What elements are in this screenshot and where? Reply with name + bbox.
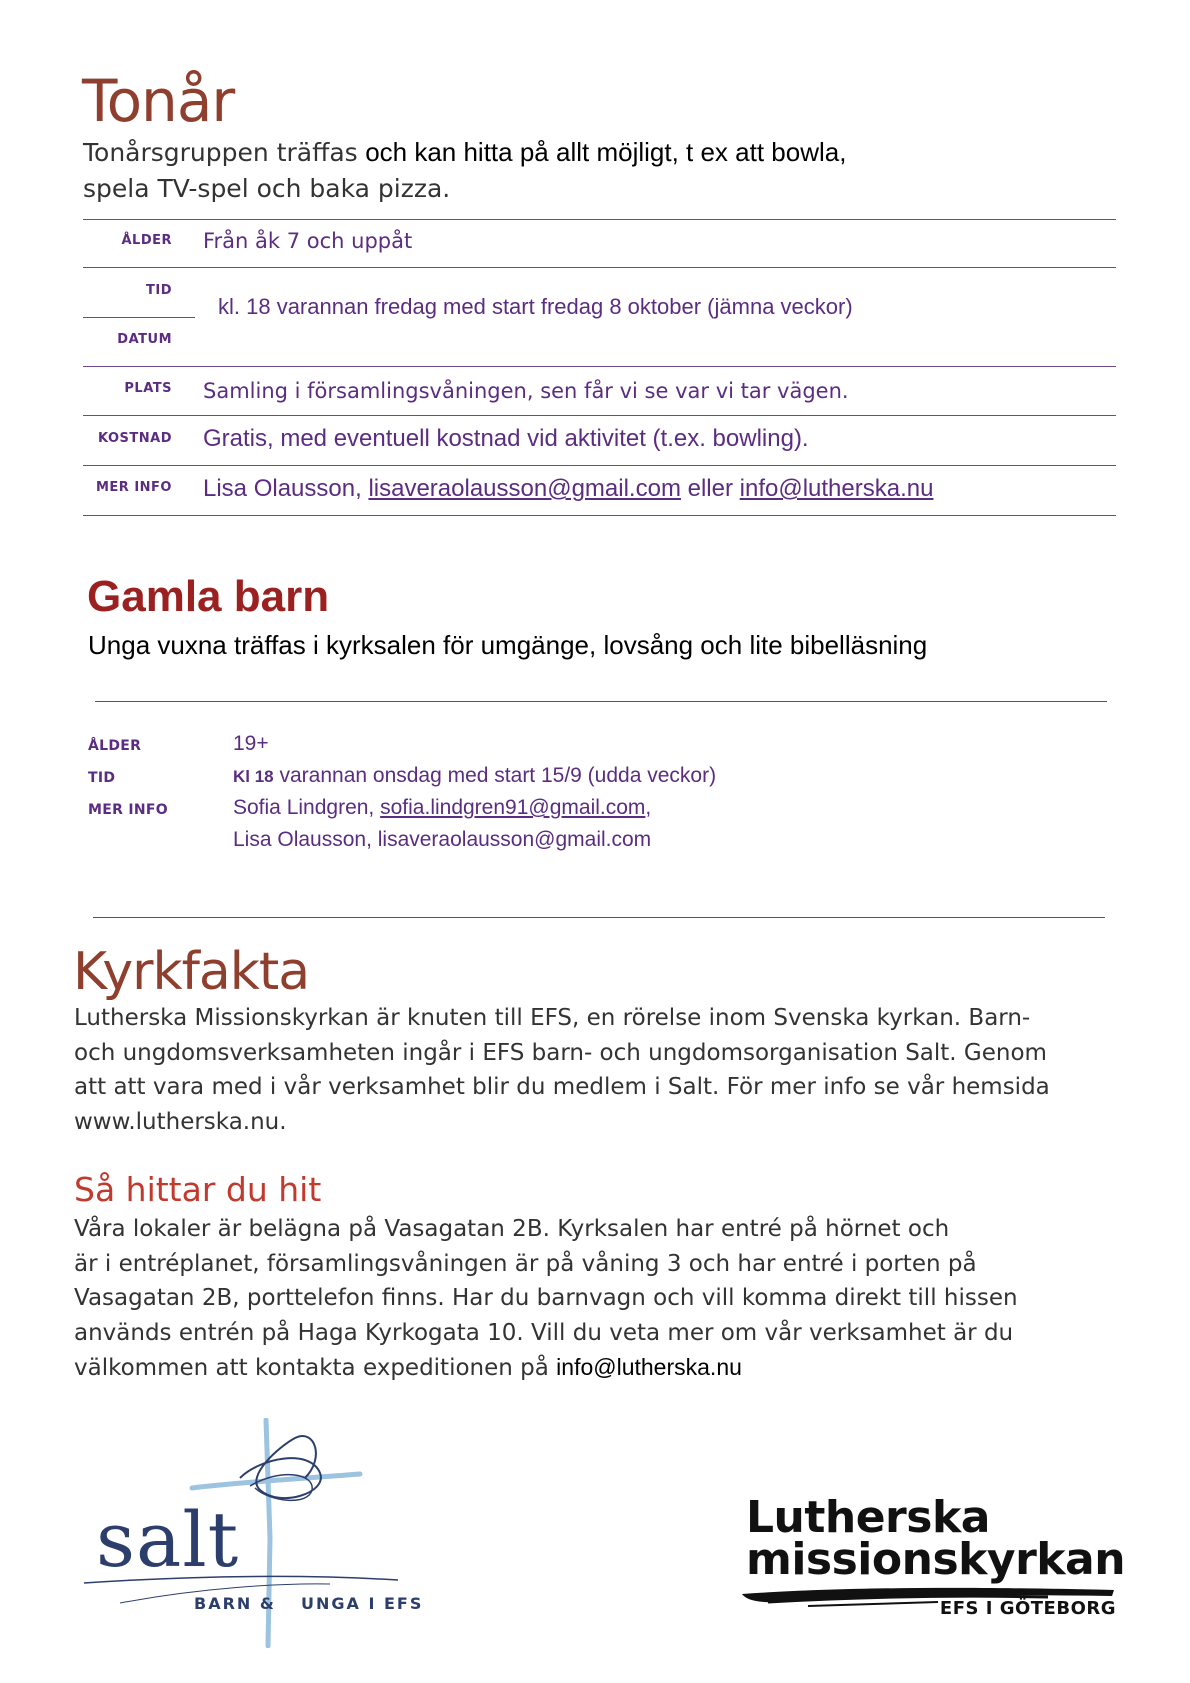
hitta-line-4: används entrén på Haga Kyrkogata 10. Vill du veta mer om vår verksamhet är du (74, 1319, 1014, 1346)
tonar-merinfo-or: eller (687, 475, 733, 502)
gamla-barn-intro: Unga vuxna träffas i kyrksalen för umgänge, lovsång och lite bibelläsning (88, 630, 928, 660)
lutherska-logo (738, 1492, 1126, 1624)
lutherska-logo-line2: missionskyrkan (746, 1534, 1126, 1585)
tonar-kostnad-value: Gratis, med eventuell kostnad vid aktivitet (t.ex. bowling). (203, 425, 809, 452)
kyrkfakta-line-2: och ungdomsverksamheten ingår i EFS barn- och ungdomsorganisation Salt. Genom (74, 1039, 1047, 1066)
gamla-barn-title: Gamla barn (87, 572, 330, 621)
salt-subtitle-b: UNGA I EFS (300, 1594, 424, 1613)
gamla-barn-merinfo-name: Sofia Lindgren, (233, 796, 375, 819)
salt-subtitle-a: BARN & (194, 1594, 276, 1613)
hitta-line-1: Våra lokaler är belägna på Vasagatan 2B. Kyrksalen har entré på hörnet och (74, 1216, 950, 1242)
gamla-barn-merinfo-label: MER INFO (88, 802, 168, 818)
gamla-barn-merinfo-comma: , (645, 796, 652, 819)
tonar-alder-value: Från åk 7 och uppåt (203, 229, 413, 253)
tonar-table-rule-top (83, 219, 1116, 220)
gamla-barn-alder-value: 19+ (233, 732, 269, 755)
hitta-line-3: Vasagatan 2B, porttelefon finns. Har du barnvagn och vill komma direkt till hissen (74, 1285, 1018, 1311)
kyrkfakta-body (74, 1001, 1050, 1139)
gamla-barn-rule-top (95, 701, 1107, 702)
salt-subtitle (194, 1594, 423, 1613)
tonar-datum-label: DATUM (117, 332, 172, 347)
gamla-barn-alder-label: ÅLDER (88, 738, 142, 754)
gamla-barn-merinfo-email-link[interactable]: sofia.lindgren91@gmail.com (380, 796, 646, 819)
gamla-barn-merinfo-line2: Lisa Olausson, lisaveraolausson@gmail.com (233, 828, 652, 851)
hitta-email[interactable]: info@lutherska.nu (556, 1354, 742, 1380)
tonar-intro-part-b: och kan hitta på allt möjligt, t ex att bowla, (365, 137, 847, 167)
kyrkfakta-line-3: att att vara med i vår verksamhet blir du medlem i Salt. För mer info se vår hemsida (74, 1074, 1050, 1100)
tonar-table-rule-4 (83, 465, 1116, 466)
tonar-intro-line2: spela TV-spel och baka pizza. (83, 174, 451, 203)
tonar-kostnad-label: KOSTNAD (97, 431, 172, 446)
tonar-merinfo-email-link[interactable]: lisaveraolausson@gmail.com (368, 475, 681, 502)
tonar-merinfo-name: Lisa Olausson, (203, 475, 362, 502)
hitta-line-5 (74, 1350, 1018, 1386)
tonar-intro-line1 (83, 134, 846, 171)
hitta-line-5-text: välkommen att kontakta expeditionen på (74, 1355, 549, 1381)
tonar-table-rule-bottom (83, 515, 1116, 516)
gamla-barn-tid-time: Kl 18 (233, 767, 274, 786)
kyrkfakta-line-4: www.lutherska.nu. (74, 1108, 287, 1135)
gamla-barn-tid-text: varannan onsdag med start 15/9 (udda veckor) (279, 764, 717, 787)
tonar-merinfo-info-link[interactable]: info@lutherska.nu (739, 475, 934, 502)
tonar-tid-label: TID (146, 283, 172, 298)
tonar-merinfo-label: MER INFO (95, 480, 172, 495)
salt-wordmark: salt (96, 1495, 240, 1584)
tonar-plats-value: Samling i församlingsvåningen, sen får vi se var vi tar vägen. (203, 379, 849, 403)
lutherska-logo-line1: Lutherska (746, 1492, 990, 1543)
tonar-table-rule-3 (83, 415, 1116, 416)
tonar-table-rule-1 (83, 267, 1116, 268)
tonar-plats-label: PLATS (124, 381, 172, 396)
tonar-alder-label: ÅLDER (121, 233, 172, 248)
kyrkfakta-title: Kyrkfakta (73, 942, 310, 1002)
tonar-table-rule-2 (83, 366, 1116, 367)
tonar-table-rule-tid (83, 317, 195, 318)
gamla-barn-tid-label: TID (88, 770, 116, 786)
kyrkfakta-line-1: Lutherska Missionskyrkan är knuten till EFS, en rörelse inom Svenska kyrkan. Barn- (74, 1005, 1031, 1031)
gamla-barn-tid-value (233, 764, 716, 788)
tonar-tid-datum-value: kl. 18 varannan fredag med start fredag 8 oktober (jämna veckor) (218, 294, 853, 319)
hitta-title: Så hittar du hit (74, 1170, 322, 1209)
tonar-intro-part-a: Tonårsgruppen träffas (83, 138, 358, 167)
hitta-line-2: är i entréplanet, församlingsvåningen är på våning 3 och har entré i porten på (74, 1250, 977, 1277)
gamla-barn-rule-bottom (93, 917, 1105, 918)
hitta-body (74, 1212, 1018, 1386)
tonar-merinfo-value (203, 475, 933, 503)
lutherska-logo-subtitle: EFS I GÖTEBORG (939, 1598, 1116, 1619)
tonar-title: Tonår (82, 67, 235, 135)
gamla-barn-merinfo-line1 (233, 796, 651, 820)
salt-logo (80, 1418, 424, 1648)
